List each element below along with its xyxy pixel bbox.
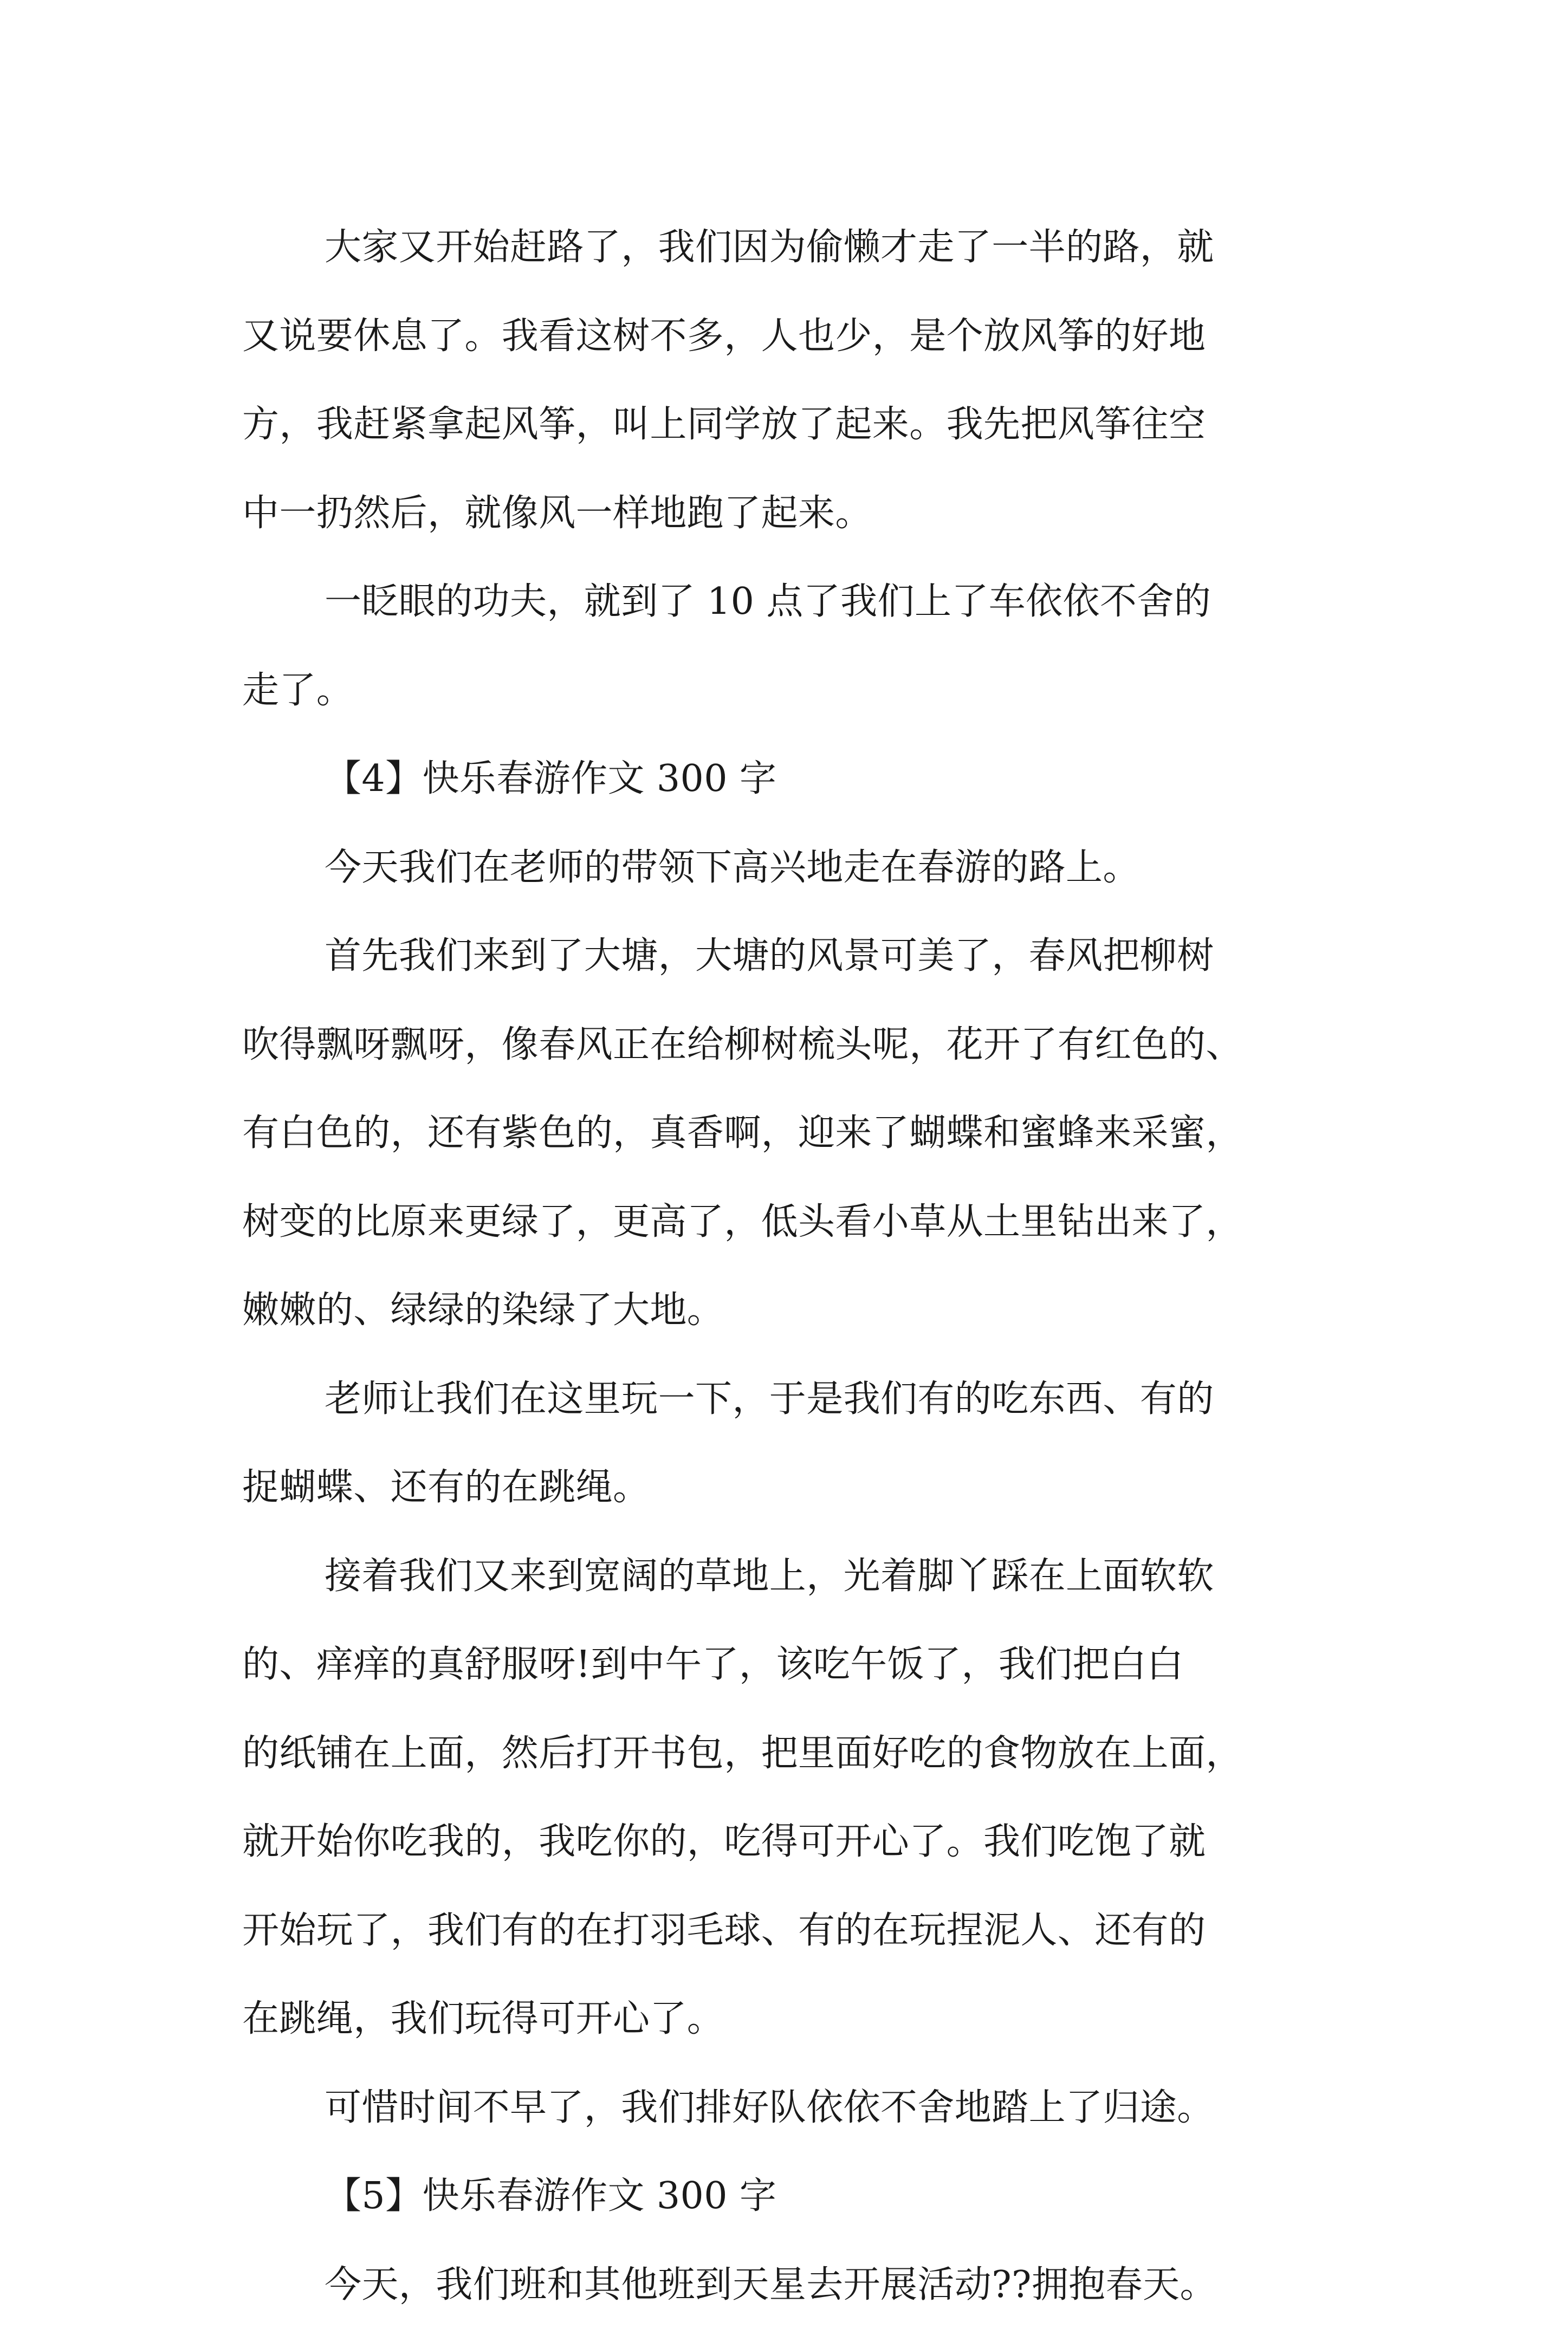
paragraph-line: 的、痒痒的真舒服呀!到中午了，该吃午饭了，我们把白白 [242,1620,1369,1709]
paragraph-line: 今天我们在老师的带领下高兴地走在春游的路上。 [242,823,1369,912]
paragraph-line: 的纸铺在上面，然后打开书包，把里面好吃的食物放在上面， [242,1709,1369,1798]
paragraph-line: 方，我赶紧拿起风筝，叫上同学放了起来。我先把风筝往空 [242,380,1369,469]
paragraph-line: 吹得飘呀飘呀，像春风正在给柳树梳头呢，花开了有红色的、 [242,1001,1369,1089]
paragraph-line: 今天，我们班和其他班到天星去开展活动??拥抱春天。 [242,2241,1369,2329]
paragraph-line: 老师让我们在这里玩一下，于是我们有的吃东西、有的 [242,1355,1369,1444]
paragraph-line: 接着我们又来到宽阔的草地上，光着脚丫踩在上面软软 [242,1532,1369,1621]
paragraph-line: 捉蝴蝶、还有的在跳绳。 [242,1443,1369,1532]
paragraph-line: 有白色的，还有紫色的，真香啊，迎来了蝴蝶和蜜蜂来采蜜， [242,1089,1369,1178]
section-heading: 【4】快乐春游作文 300 字 [242,735,1369,823]
paragraph-line: 开始玩了，我们有的在打羽毛球、有的在玩捏泥人、还有的 [242,1886,1369,1975]
paragraph-line: 走了。 [242,646,1369,735]
paragraph-line: 嫩嫩的、绿绿的染绿了大地。 [242,1266,1369,1355]
paragraph-line: 就开始你吃我的，我吃你的，吃得可开心了。我们吃饱了就 [242,1798,1369,1886]
section-heading: 【5】快乐春游作文 300 字 [242,2152,1369,2241]
paragraph-line: 在跳绳，我们玩得可开心了。 [242,1975,1369,2064]
paragraph-line: 可惜时间不早了，我们排好队依依不舍地踏上了归途。 [242,2064,1369,2152]
text-column [242,203,1369,2329]
paragraph-line: 大家又开始赶路了，我们因为偷懒才走了一半的路，就 [242,203,1369,292]
paragraph-line: 一眨眼的功夫，就到了 10 点了我们上了车依依不舍的 [242,557,1369,646]
paragraph-line: 又说要休息了。我看这树不多，人也少，是个放风筝的好地 [242,292,1369,381]
paragraph-line: 树变的比原来更绿了，更高了，低头看小草从土里钻出来了， [242,1178,1369,1267]
paragraph-line: 中一扔然后，就像风一样地跑了起来。 [242,469,1369,558]
paragraph-line: 首先我们来到了大塘，大塘的风景可美了，春风把柳树 [242,912,1369,1001]
